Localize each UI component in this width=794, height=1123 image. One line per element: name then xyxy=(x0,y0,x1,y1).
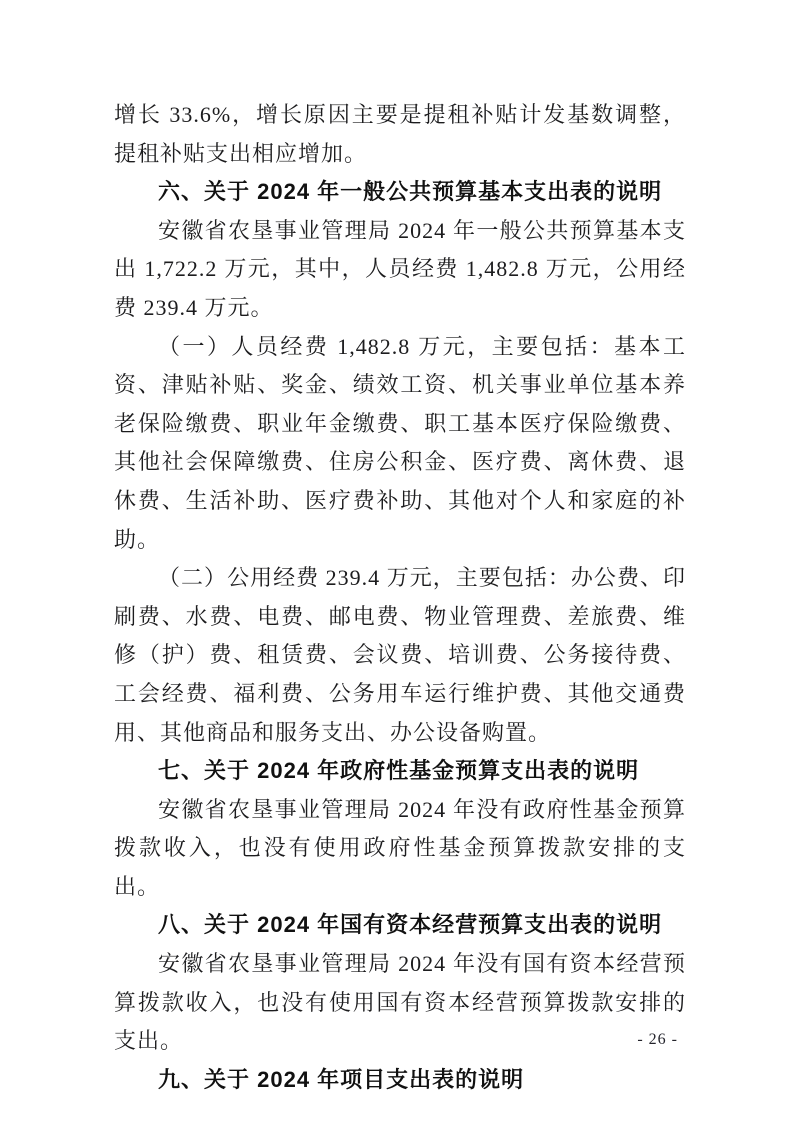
heading-section-8-state-capital-budget: 八、关于 2024 年国有资本经营预算支出表的说明 xyxy=(158,912,663,938)
heading-section-7-government-fund-budget: 七、关于 2024 年政府性基金预算支出表的说明 xyxy=(158,758,640,784)
paragraph-public-funds: （二）公用经费 239.4 万元，主要包括：办公费、印刷费、水费、电费、邮电费、物业管理费、差旅费、维修（护）费、租赁费、会议费、培训费、公务接待费、工会经费、福利费、公务用车运行维护费、其他交通费用、其他商品和服务支出、办公设备购置。 xyxy=(114,565,686,745)
heading-section-6-basic-expenditure: 六、关于 2024 年一般公共预算基本支出表的说明 xyxy=(158,179,663,205)
paragraph-government-fund-none: 安徽省农垦事业管理局 2024 年没有政府性基金预算拨款收入，也没有使用政府性基金预算拨款安排的支出。 xyxy=(114,796,686,899)
page-number: - 26 - xyxy=(637,1031,678,1048)
paragraph-personnel-funds: （一）人员经费 1,482.8 万元，主要包括：基本工资、津贴补贴、奖金、绩效工资、机关事业单位基本养老保险缴费、职业年金缴费、职工基本医疗保险缴费、其他社会保障缴费、住房公积金、医疗费、离休费、退休费、生活补助、医疗费补助、其他对个人和家庭的补助。 xyxy=(114,333,686,552)
document-body xyxy=(114,96,686,1099)
paragraph-basic-expenditure-total: 安徽省农垦事业管理局 2024 年一般公共预算基本支出 1,722.2 万元，其中，人员经费 1,482.8 万元，公用经费 239.4 万元。 xyxy=(114,217,686,320)
paragraph-state-capital-none: 安徽省农垦事业管理局 2024 年没有国有资本经营预算拨款收入，也没有使用国有资本经营预算拨款安排的支出。 xyxy=(114,951,686,1054)
paragraph-rent-subsidy-growth: 增长 33.6%，增长原因主要是提租补贴计发基数调整，提租补贴支出相应增加。 xyxy=(114,102,686,166)
heading-section-9-project-expenditure: 九、关于 2024 年项目支出表的说明 xyxy=(158,1066,525,1092)
